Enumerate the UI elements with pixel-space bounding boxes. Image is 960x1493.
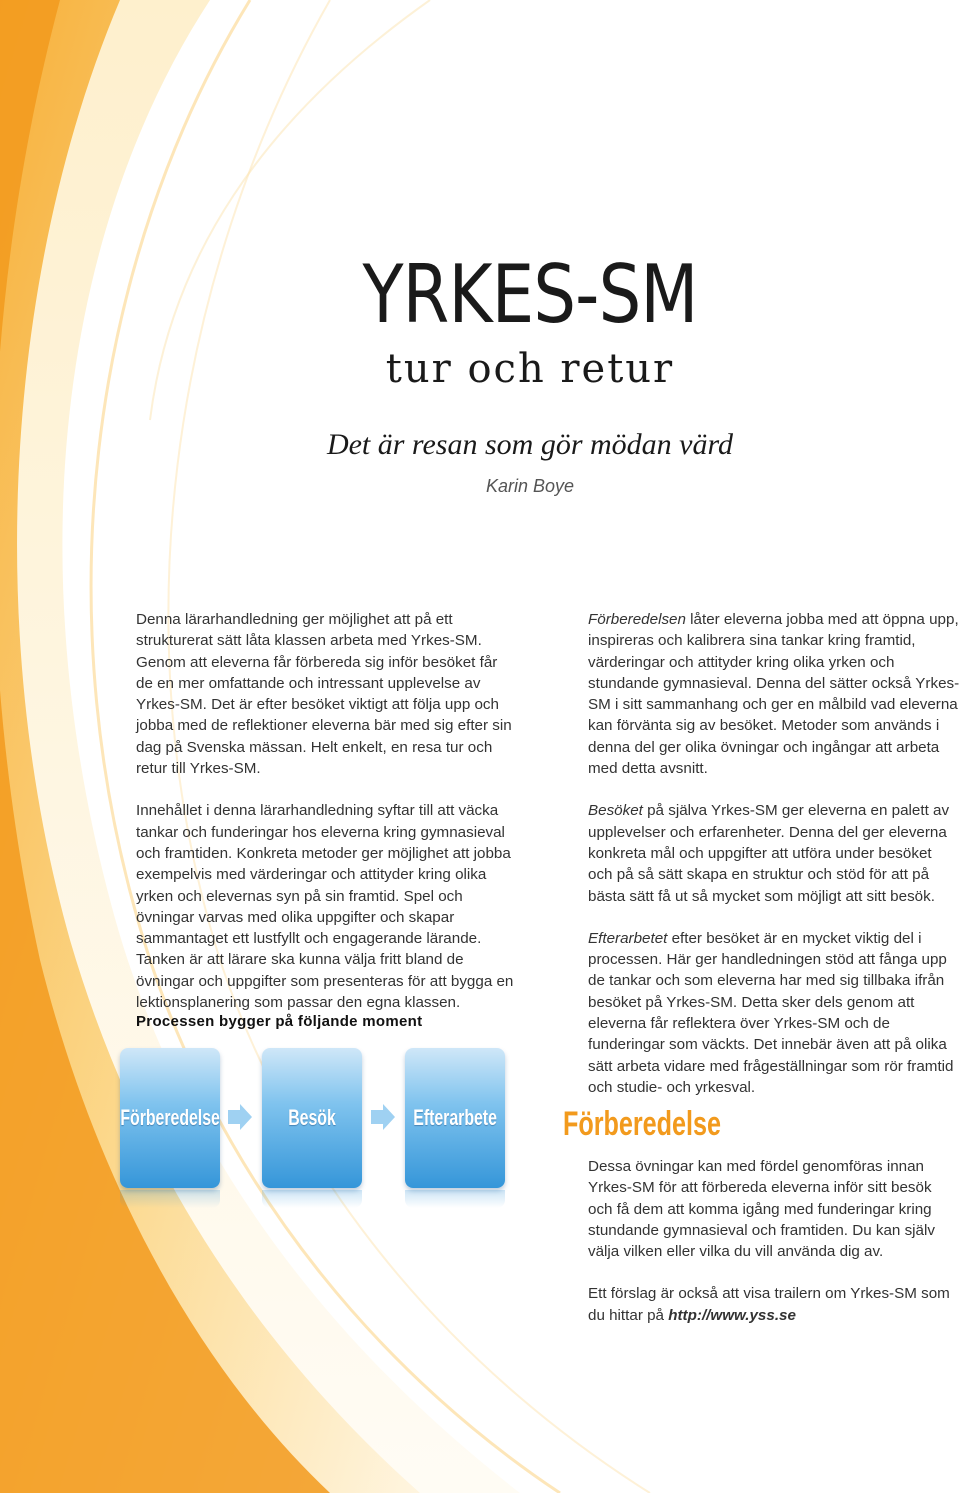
page-title: YRKES-SM — [362, 248, 698, 341]
section-heading-forberedelse: Förberedelse — [563, 1105, 722, 1143]
phases-column — [588, 609, 960, 1098]
quote-author: Karin Boye — [485, 476, 575, 496]
forberedelse-section — [588, 1156, 960, 1326]
arrow-right-icon — [224, 1102, 254, 1132]
section-paragraph-2 — [588, 1283, 960, 1326]
step-reflection — [262, 1190, 362, 1208]
phase-besoket-paragraph — [588, 800, 960, 906]
phase-efterarbetet-paragraph — [588, 928, 960, 1098]
process-step-label: Besök — [288, 1105, 336, 1130]
quote: Det är resan som gör mödan värd — [326, 428, 734, 461]
yss-link[interactable]: http://www.yss.se — [668, 1306, 796, 1324]
process-diagram — [110, 1040, 530, 1210]
process-step-besok — [262, 1048, 362, 1188]
phase-text: efter besöket är en mycket viktig del i processen. Här ger handledningen stöd att fånga upp de tankar och som eleverna har med sig tillbaka ifrån besöket på Yrkes-SM. Detta sker dels genom att eleverna får reflektera över Yrkes-SM och de funderingar som väckts. Det innebär även att på olika sätt arbeta vidare med frågeställningar som rör framtid och studie- och yrkesval. — [588, 929, 954, 1096]
process-step-label: Förberedelse — [120, 1105, 220, 1130]
intro-paragraph-1: Denna lärarhandledning ger möjlighet att på ett strukturerat sätt låta klassen arbeta med Yrkes-SM. Genom att eleverna får förbereda sig inför besöket får de en mer omfattande och intressant upplevelse av Yrkes-SM. Det är efter besöket viktigt att följa upp och jobba med de reflektioner eleverna bär med sig efter sin dag på Svenska mässan. Helt enkelt, en resa tur och retur till Yrkes-SM. — [136, 611, 512, 778]
arrow-right-icon — [367, 1102, 397, 1132]
intro-paragraph-2: Innehållet i denna lärarhandledning syftar till att väcka tankar och funderingar hos eleverna kring gymnasieval och framtiden. Konkreta metoder ger möjlighet att jobba exempelvis med värderingar och attityder kring olika yrken och elevernas syn på sin framtid. Spel och övningar varvas med olika uppgifter och skapar sammantaget ett lustfyllt och engagerande lärande. Tanken är att lärare ska kunna välja fritt bland de övningar och uppgifter som presenteras för att bygga en lektionsplanering som passar den egna klassen. — [136, 802, 514, 1012]
process-step-label: Efterarbete — [413, 1105, 497, 1130]
step-reflection — [120, 1190, 220, 1208]
section-paragraph-2-text: Ett förslag är också att visa trailern om Yrkes-SM som du hittar på — [588, 1285, 950, 1324]
phase-term: Efterarbetet — [588, 929, 668, 947]
phase-forberedelsen-paragraph — [588, 609, 960, 779]
phase-term: Förberedelsen — [588, 611, 686, 628]
section-paragraph-1: Dessa övningar kan med fördel genomföras innan Yrkes-SM för att förbereda eleverna inför sitt besök och få dem att komma igång med funderingar kring stundande gymnasieval och framtiden. Du kan själv välja vilken eller vilka du vill använda dig av. — [588, 1158, 935, 1261]
phase-text: låter eleverna jobba med att öppna upp, inspireras och kalibrera sina tankar kring framtid, värderingar och attityder kring olika yrken och stundande gymnasieval. Denna del sätter också Yrkes-SM i sitt sammanhang och ger en målbild vad eleverna kan förvänta sig av besöket. Metoder som används i denna del ger olika övningar och ingångar att arbeta med detta avsnitt. — [588, 611, 960, 778]
process-heading: Processen bygger på följande moment — [136, 1013, 423, 1030]
process-step-efterarbete — [405, 1048, 505, 1188]
phase-term: Besöket — [588, 802, 643, 820]
page-subtitle: tur och retur — [385, 346, 675, 392]
process-step-forberedelse — [120, 1048, 220, 1188]
intro-column — [136, 609, 514, 1013]
step-reflection — [405, 1190, 505, 1208]
phase-text: på själva Yrkes-SM ger eleverna en palett av upplevelser och erfarenheter. Denna del ger eleverna konkreta mål och uppgifter att utföra under besöket och på så sätt skapa en struktur och stöd för att på bästa sätt få ut så mycket som möjligt att sitt besök. — [588, 802, 950, 905]
